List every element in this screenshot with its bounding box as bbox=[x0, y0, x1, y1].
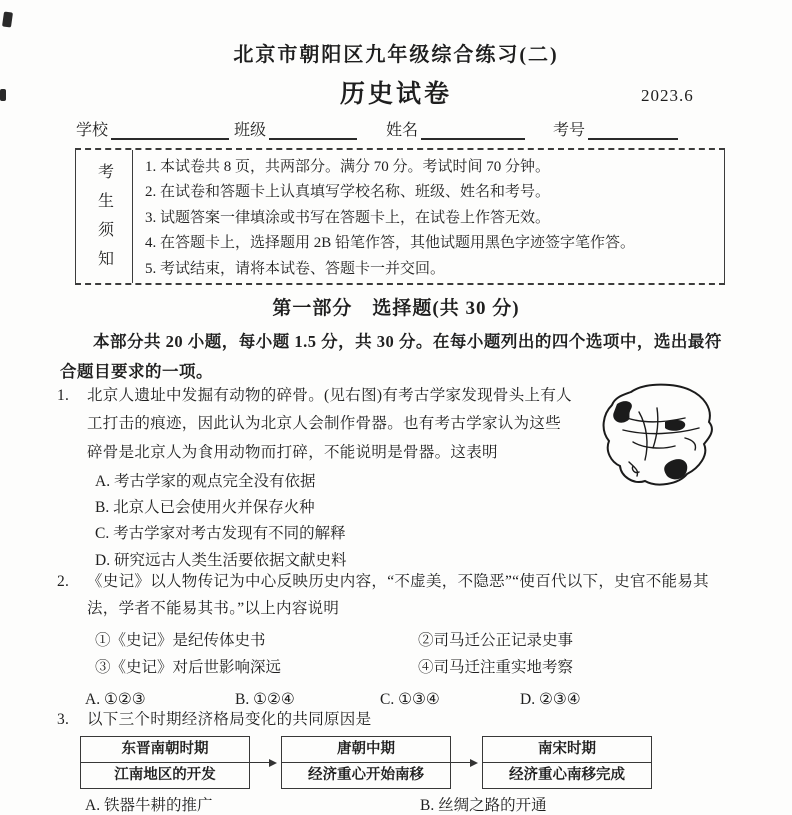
question-1-stem: 北京人遗址中发掘有动物的碎骨。(见右图)有考古学家发现骨头上有人工打击的痕迹，因此认为北京人会制作骨器。也有考古学家认为这些碎骨是北京人为食用动物而打碎，不能说明是骨器。这表明 bbox=[87, 387, 572, 461]
school-blank-line[interactable] bbox=[111, 121, 229, 140]
student-info-row bbox=[0, 117, 792, 143]
question-number: 3. bbox=[57, 711, 70, 728]
exam-no-field[interactable] bbox=[553, 117, 678, 140]
numbered-item-4: ④司马迁注重实地考察 bbox=[418, 658, 574, 676]
bone-fragment-sketch-svg bbox=[587, 378, 737, 490]
flow-box-3-period: 南宋时期 bbox=[483, 737, 651, 763]
numbered-item-3: ③《史记》对后世影响深远 bbox=[95, 658, 282, 676]
notice-item: 5. 考试结束，请将本试卷、答题卡一并交回。 bbox=[145, 260, 446, 277]
school-field[interactable] bbox=[76, 117, 229, 140]
question-2-stem-block bbox=[57, 568, 737, 623]
option-a[interactable]: A. 考古学家的观点完全没有依据 bbox=[95, 472, 316, 490]
section-heading: 第一部分 选择题(共 30 分) bbox=[272, 298, 520, 319]
question-3-flow-diagram bbox=[80, 736, 652, 789]
exam-no-label: 考号 bbox=[553, 122, 586, 139]
option-a[interactable]: A. 铁器牛耕的推广 bbox=[85, 797, 213, 814]
flow-box-3-event: 经济重心南移完成 bbox=[509, 767, 625, 783]
name-field[interactable] bbox=[386, 117, 525, 140]
flow-box-1 bbox=[80, 736, 250, 789]
option-d[interactable]: D. ②③④ bbox=[520, 690, 581, 708]
question-2-numbered-items bbox=[57, 627, 737, 681]
question-number: 2. bbox=[57, 573, 70, 590]
notice-item: 3. 试题答案一律填涂或书写在答题卡上，在试卷上作答无效。 bbox=[145, 209, 551, 226]
notice-item: 4. 在答题卡上，选择题用 2B 铅笔作答，其他试题用黑色字迹签字笔作答。 bbox=[145, 235, 636, 252]
candidate-notice-box bbox=[75, 148, 725, 285]
option-b[interactable]: B. 丝绸之路的开通 bbox=[420, 797, 547, 814]
question-3-stem: 以下三个时期经济格局变化的共同原因是 bbox=[87, 711, 372, 728]
class-blank-line[interactable] bbox=[269, 121, 357, 140]
notice-item: 1. 本试卷共 8 页，共两部分。满分 70 分。考试时间 70 分钟。 bbox=[145, 159, 551, 175]
option-b[interactable]: B. ①②④ bbox=[235, 690, 295, 708]
notice-item: 2. 在试卷和答题卡上认真填写学校名称、班级、姓名和考号。 bbox=[145, 184, 551, 201]
section-intro: 本部分共 20 小题，每小题 1.5 分，共 30 分。在每小题列出的四个选项中，选出最符合题目要求的一项。 bbox=[60, 332, 722, 381]
question-2 bbox=[57, 568, 737, 713]
question-1 bbox=[57, 382, 737, 574]
notice-items bbox=[133, 150, 724, 283]
option-c[interactable]: C. 考古学家对考古发现有不同的解释 bbox=[95, 525, 346, 543]
flow-box-1-event: 江南地区的开发 bbox=[114, 767, 216, 783]
name-label: 姓名 bbox=[386, 122, 419, 139]
option-b[interactable]: B. 北京人已会使用火并保存火种 bbox=[95, 499, 315, 517]
school-label: 学校 bbox=[76, 122, 109, 139]
option-d[interactable]: D. 研究远古人类生活要依据文献史料 bbox=[95, 551, 347, 569]
exam-no-blank-line[interactable] bbox=[588, 121, 678, 140]
exam-date: 2023.6 bbox=[641, 86, 694, 105]
notice-side-label: 考生须知 bbox=[95, 162, 113, 279]
class-field[interactable] bbox=[234, 117, 357, 140]
bone-fragment-figure bbox=[587, 378, 737, 490]
scan-artifact bbox=[2, 11, 13, 27]
question-3 bbox=[57, 706, 737, 814]
notice-side-label-cell bbox=[76, 150, 133, 283]
option-c[interactable]: C. ①③④ bbox=[380, 690, 440, 708]
question-3-options bbox=[57, 792, 737, 815]
class-label: 班级 bbox=[234, 122, 267, 139]
question-number: 1. bbox=[57, 387, 70, 404]
exam-title: 北京市朝阳区九年级综合练习(二) bbox=[233, 44, 559, 66]
flow-box-2-period: 唐朝中期 bbox=[282, 737, 450, 763]
arrow-right-icon bbox=[451, 759, 482, 767]
flow-box-2-event: 经济重心开始南移 bbox=[308, 767, 424, 783]
subject-title: 历史试卷 bbox=[339, 81, 452, 108]
name-blank-line[interactable] bbox=[421, 121, 525, 140]
flow-box-2 bbox=[281, 736, 451, 789]
numbered-item-1: ①《史记》是纪传体史书 bbox=[95, 631, 266, 649]
option-a[interactable]: A. ①②③ bbox=[85, 690, 146, 708]
arrow-right-icon bbox=[250, 759, 281, 767]
question-3-stem-block bbox=[57, 706, 737, 733]
question-2-stem: 《史记》以人物传记为中心反映历史内容，“不虚美，不隐恶”“使百代以下，史官不能易其法，学者不能易其书。”以上内容说明 bbox=[87, 573, 709, 618]
question-1-stem-block bbox=[57, 382, 737, 467]
flow-box-3 bbox=[482, 736, 652, 789]
numbered-item-2: ②司马迁公正记录史事 bbox=[418, 631, 574, 649]
flow-box-1-period: 东晋南朝时期 bbox=[81, 737, 249, 763]
